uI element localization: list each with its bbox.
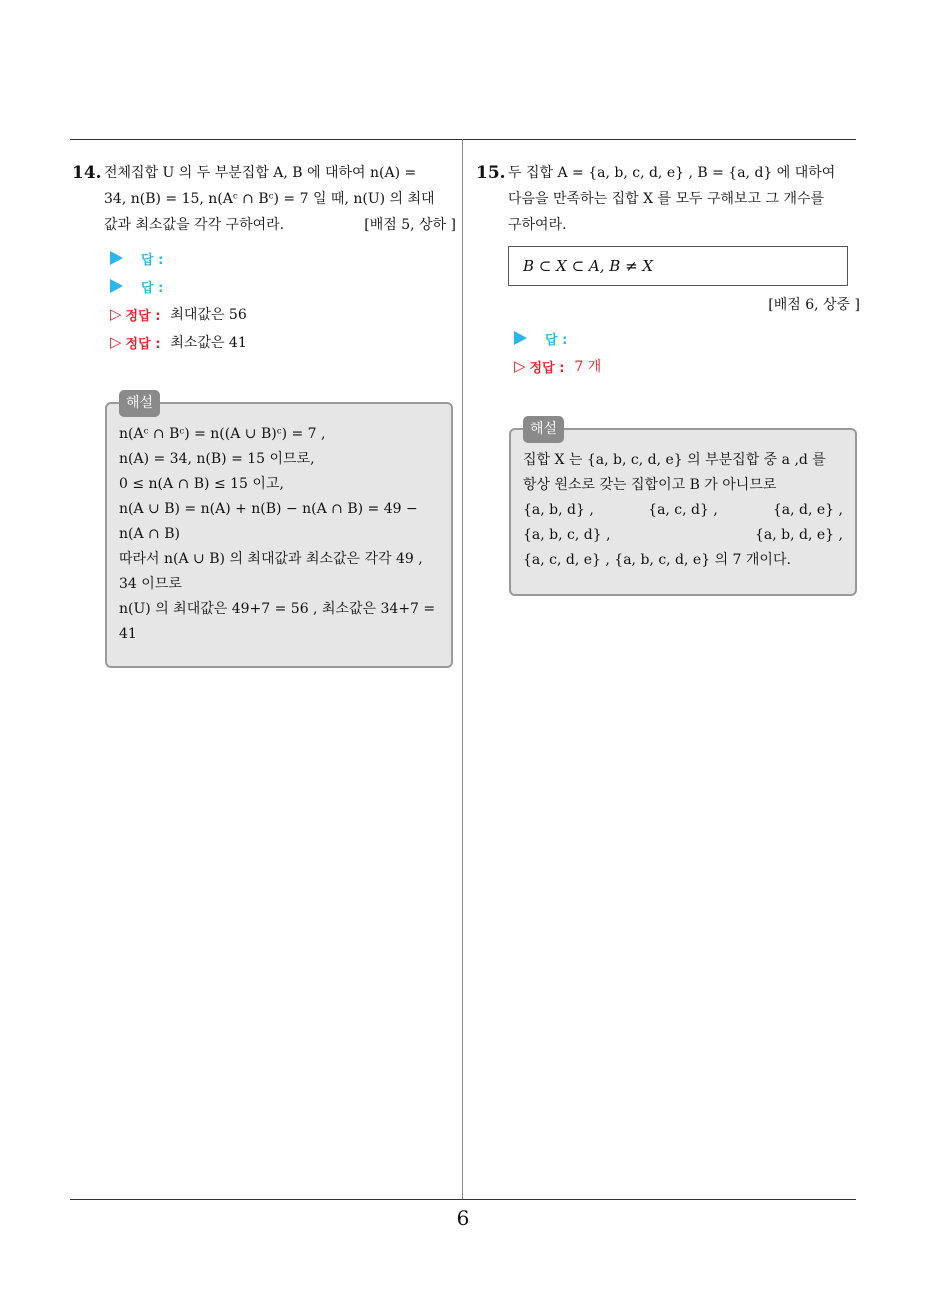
correct-value: 최소값은 41 <box>170 335 247 351</box>
condition-box: B ⊂ X ⊂ A, B ≠ X <box>508 246 848 286</box>
explanation-box-15: 해설 집합 X 는 {a, b, c, d, e} 의 부분집합 중 a ,d 를 항상 원소로 갖는 집합이고 B 가 아니므로 {a, b, d} , {a, c, d} , {a, d, e} , {a, b, c, d} , {a, b, d, e} , {a, c, d, e} , {a, b, c, d, e} 의 7 개이다. <box>509 428 857 596</box>
answer-label: 답 : <box>141 252 164 268</box>
question-text: 전체집합 U 의 두 부분집합 A, B 에 대하여 n(A) = 34, n(B) = 15, n(Aᶜ ∩ Bᶜ) = 7 일 때, n(U) 의 최대 값과 최소값을 각각 구하여라. [배점 5, 상하 ] <box>104 160 456 238</box>
question-number: 15. <box>476 163 506 183</box>
correct-label: 정답 : <box>529 360 565 376</box>
sets-row-2: {a, b, c, d} , {a, b, d, e} , <box>523 527 843 543</box>
play-arrow-icon <box>514 331 527 345</box>
score-label: [배점 6, 상중 ] <box>768 297 860 313</box>
page-number: 6 <box>456 1206 470 1230</box>
answer-label: 답 : <box>141 280 164 296</box>
score-label: [배점 5, 상하 ] <box>364 217 456 233</box>
outline-arrow-icon: ▷ <box>514 357 526 375</box>
play-arrow-icon <box>110 279 123 293</box>
correct-value: 7 개 <box>574 359 602 375</box>
correct-label: 정답 : <box>125 336 161 352</box>
question-number: 14. <box>72 163 102 183</box>
question-14 <box>72 160 456 356</box>
explanation-box-14: 해설 n(Aᶜ ∩ Bᶜ) = n((A ∪ B)ᶜ) = 7 , n(A) = 34, n(B) = 15 이므로, 0 ≤ n(A ∩ B) ≤ 15 이고, n(A ∪ B) = n(A) + n(B) − n(A ∩ B) = 49 − n(A ∩ B) 따라서 n(A ∪ B) 의 최대값과 최소값은 각각 49 , 34 이므로 n(U) 의 최대값은 49+7 = 56 , 최소값은 34+7 = 41 <box>105 402 453 668</box>
answer-row-1[interactable] <box>514 324 860 352</box>
play-arrow-icon <box>110 251 123 265</box>
correct-answer-row-1 <box>514 352 860 380</box>
answer-row-2[interactable] <box>110 272 456 300</box>
question-text: 두 집합 A = {a, b, c, d, e} , B = {a, d} 에 대하여 다음을 만족하는 집합 X 를 모두 구해보고 그 개수를 구하여라. <box>508 165 836 233</box>
outline-arrow-icon: ▷ <box>110 333 122 351</box>
explanation-tag: 해설 <box>119 390 160 417</box>
question-15 <box>476 160 860 380</box>
correct-answer-row-1 <box>110 300 456 328</box>
outline-arrow-icon: ▷ <box>110 305 122 323</box>
bottom-rule <box>70 1199 856 1200</box>
answer-label: 답 : <box>545 332 568 348</box>
top-rule <box>70 139 856 140</box>
correct-answer-row-2 <box>110 328 456 356</box>
correct-label: 정답 : <box>125 308 161 324</box>
correct-value: 최대값은 56 <box>170 307 247 323</box>
answer-row-1[interactable] <box>110 244 456 272</box>
sets-row-1: {a, b, d} , {a, c, d} , {a, d, e} , <box>523 502 843 518</box>
explanation-tag: 해설 <box>523 416 564 443</box>
column-divider <box>462 139 463 1199</box>
